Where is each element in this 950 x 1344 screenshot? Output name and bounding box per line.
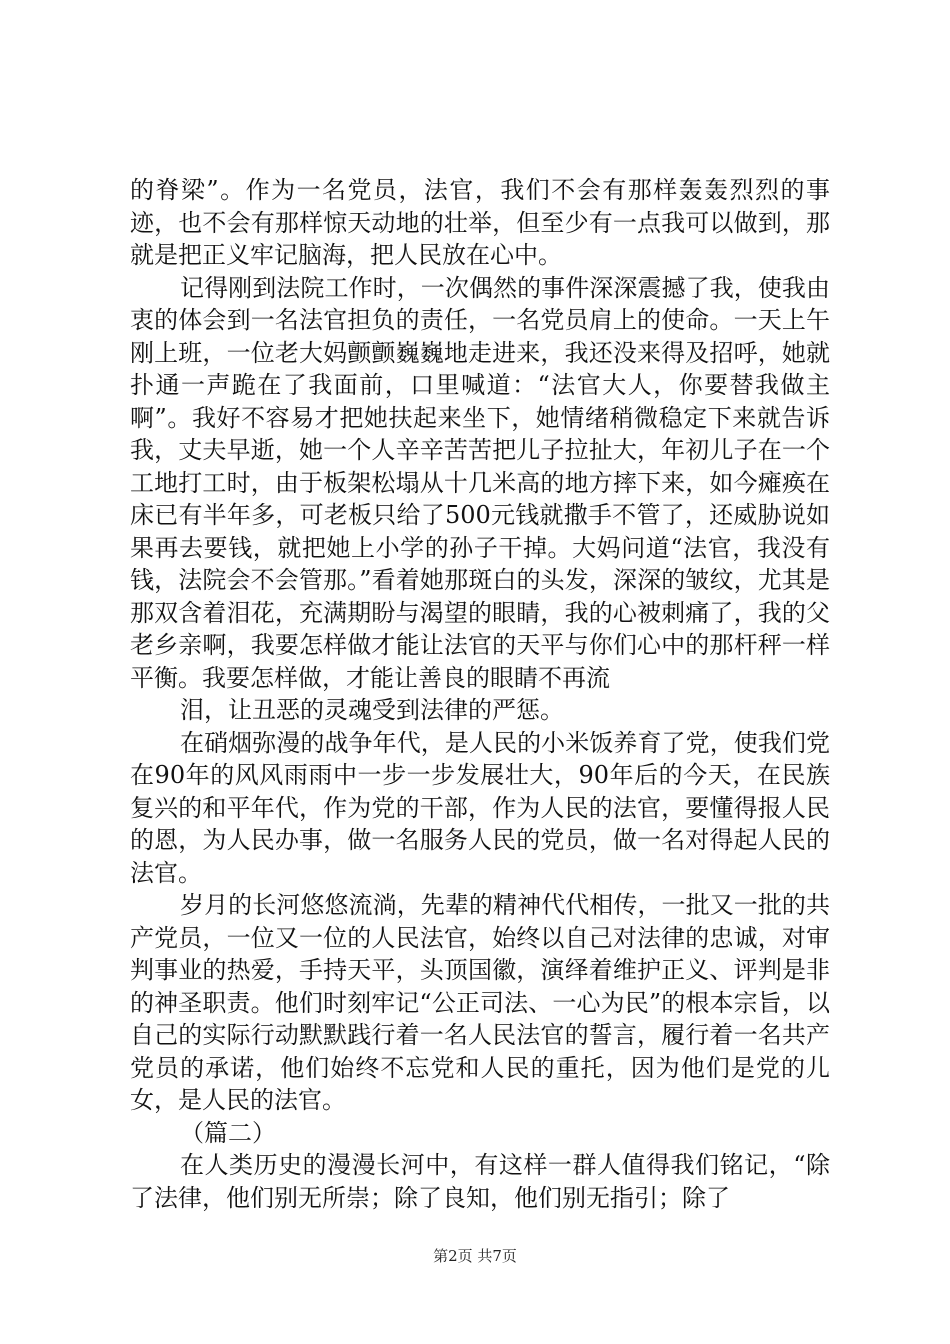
page-number: 第2页 共7页	[433, 1247, 517, 1265]
paragraph-1: 的脊梁”。作为一名党员，法官，我们不会有那样轰轰烈烈的事迹，也不会有那样惊天动地的壮举，但至少有一点我可以做到，那就是把正义牢记脑海，把人民放在心中。	[130, 176, 830, 269]
paragraph-3: 泪，让丑恶的灵魂受到法律的严惩。	[180, 696, 564, 724]
document-body	[130, 174, 830, 1214]
paragraph-4: 在硝烟弥漫的战争年代，是人民的小米饭养育了党，使我们党在90年的风风雨雨中一步一步发展壮大，90年后的今天，在民族复兴的和平年代，作为党的干部，作为人民的法官，要懂得报人民的恩，为人民办事，做一名服务人民的党员，做一名对得起人民的法官。	[130, 728, 830, 887]
section-heading: （篇二）	[180, 1118, 276, 1147]
paragraph-2: 记得刚到法院工作时，一次偶然的事件深深震撼了我，使我由衷的体会到一名法官担负的责任，一名党员肩上的使命。一天上午刚上班，一位老大妈颤颤巍巍地走进来，我还没来得及招呼，她就扑通一声跪在了我面前，口里喊道：“法官大人，你要替我做主啊”。我好不容易才把她扶起来坐下，她情绪稍微稳定下来就告诉我，丈夫早逝，她一个人辛辛苦苦把儿子拉扯大，年初儿子在一个工地打工时，由于板架松塌从十几米高的地方摔下来，如今瘫痪在床已有半年多，可老板只给了500元钱就撒手不管了，还威胁说如果再去要钱，就把她上小学的孙子干掉。大妈问道“法官，我没有钱，法院会不会管那。”看着她那斑白的头发，深深的皱纹，尤其是那双含着泪花，充满期盼与渴望的眼睛，我的心被刺痛了，我的父老乡亲啊，我要怎样做才能让法官的天平与你们心中的那杆秤一样平衡。我要怎样做，才能让善良的眼睛不再流	[130, 273, 830, 692]
paragraph-6: 在人类历史的漫漫长河中，有这样一群人值得我们铭记，“除了法律，他们别无所崇；除了良知，他们别无指引；除了	[130, 1151, 830, 1212]
paragraph-5: 岁月的长河悠悠流淌，先辈的精神代代相传，一批又一批的共产党员，一位又一位的人民法官，始终以自己对法律的忠诚，对审判事业的热爱，手持天平，头顶国徽，演绎着维护正义、评判是非的神圣职责。他们时刻牢记“公正司法、一心为民”的根本宗旨，以自己的实际行动默默践行着一名人民法官的誓言，履行着一名共产党员的承诺，他们始终不忘党和人民的重托，因为他们是党的儿女，是人民的法官。	[130, 891, 830, 1114]
